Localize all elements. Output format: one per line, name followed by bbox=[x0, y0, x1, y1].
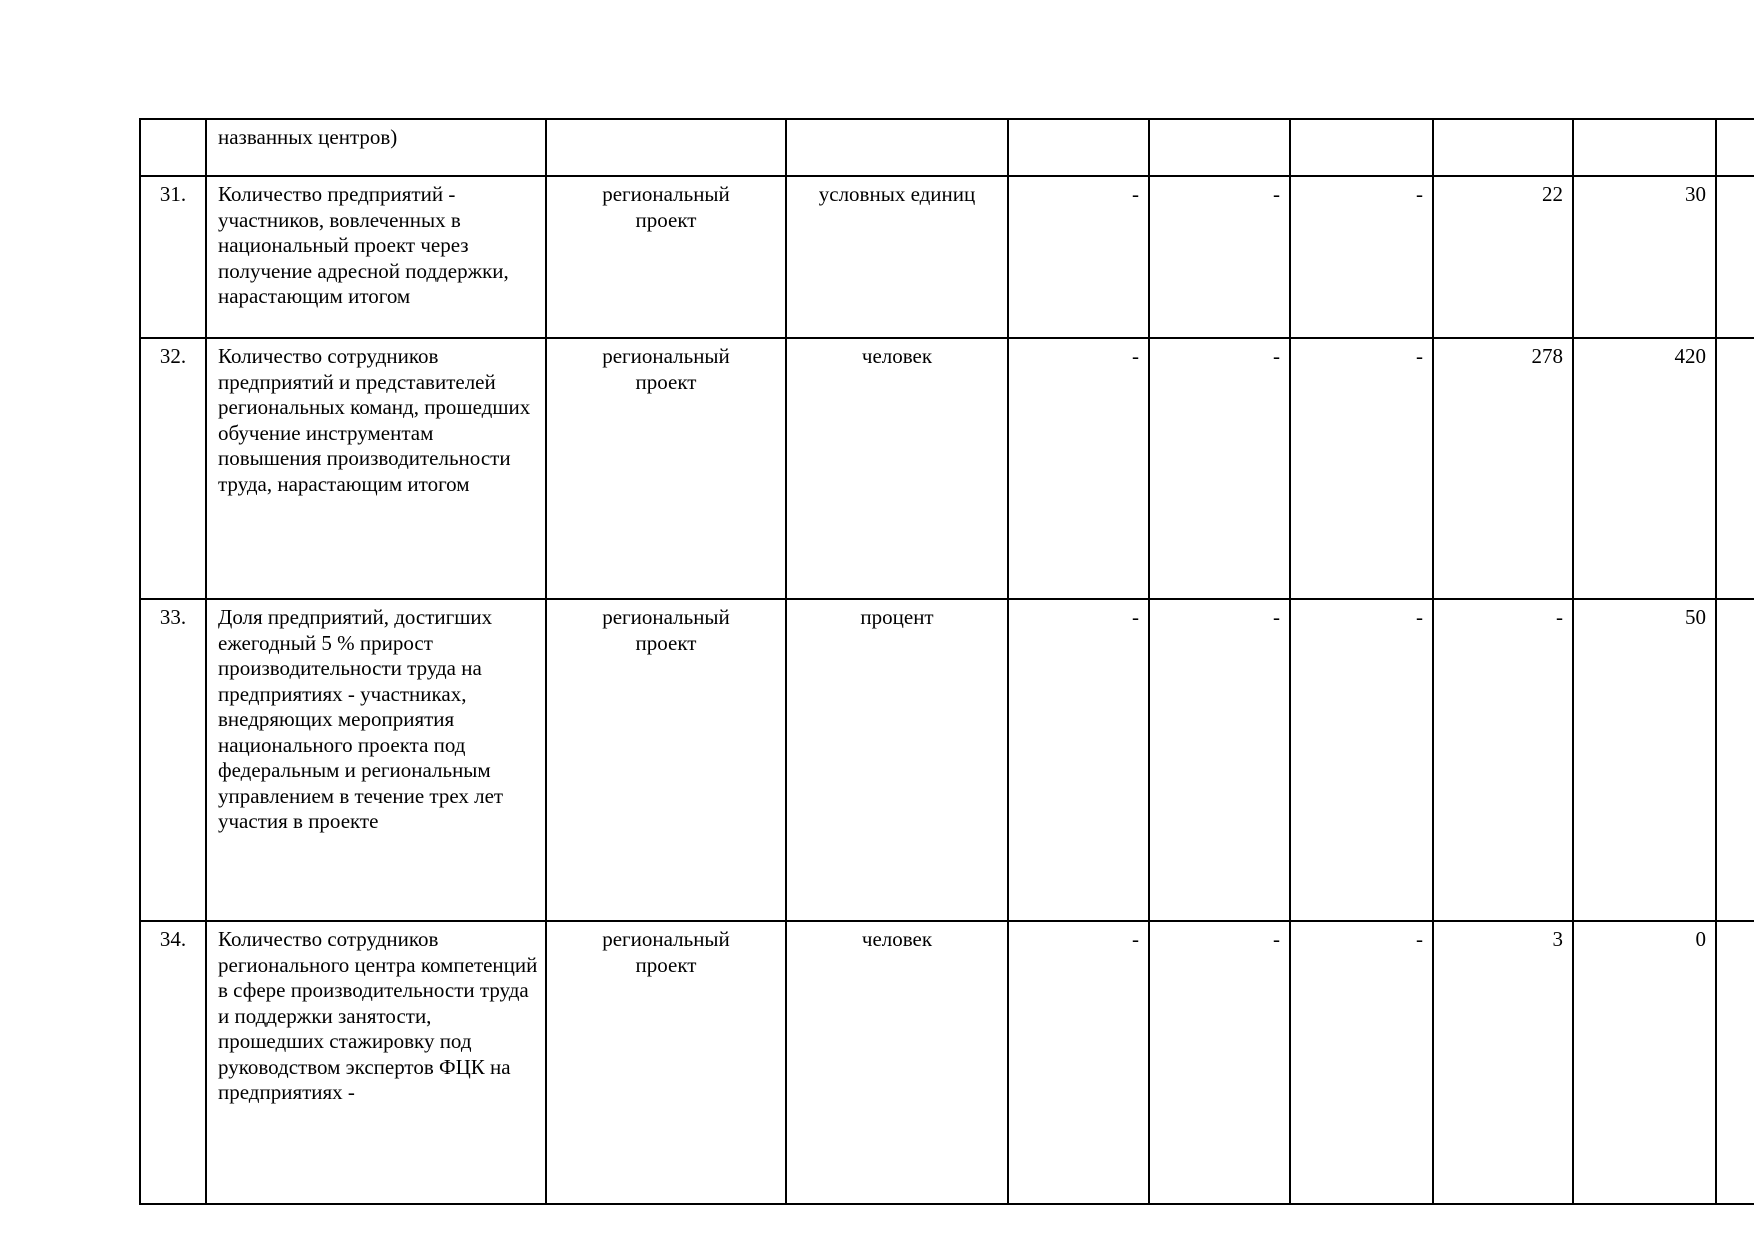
unit-cell: процент bbox=[786, 599, 1008, 921]
value-cell: 30 bbox=[1573, 176, 1716, 338]
table-row bbox=[140, 338, 1754, 599]
project-type-cell: региональный проект bbox=[546, 338, 786, 599]
value-cell: - bbox=[1290, 338, 1433, 599]
value-cell: - bbox=[1149, 338, 1290, 599]
value-cell: - bbox=[1433, 599, 1573, 921]
indicators-table bbox=[139, 118, 1754, 1205]
clipped-cell bbox=[1716, 338, 1754, 599]
project-type-cell: региональный проект bbox=[546, 599, 786, 921]
value-cell: - bbox=[1008, 338, 1149, 599]
value-cell: - bbox=[1290, 599, 1433, 921]
value-cell: 420 bbox=[1573, 338, 1716, 599]
clipped-cell bbox=[1716, 176, 1754, 338]
value-cell bbox=[1149, 119, 1290, 176]
indicator-name-cell: названных центров) bbox=[206, 119, 546, 176]
value-cell: 22 bbox=[1433, 176, 1573, 338]
value-cell: - bbox=[1008, 921, 1149, 1204]
project-type-cell: региональный проект bbox=[546, 921, 786, 1204]
clipped-cell bbox=[1716, 119, 1754, 176]
indicator-name-cell: Количество сотрудников регионального центра компетенций в сфере производительности труда и поддержки занятости, прошедших стажировку под руководством экспертов ФЦК на предприятиях - bbox=[206, 921, 546, 1204]
unit-cell: человек bbox=[786, 921, 1008, 1204]
value-cell: 50 bbox=[1573, 599, 1716, 921]
row-number-cell: 31. bbox=[140, 176, 206, 338]
value-cell bbox=[1433, 119, 1573, 176]
table-row-continuation bbox=[140, 119, 1754, 176]
value-cell bbox=[1290, 119, 1433, 176]
unit-cell bbox=[786, 119, 1008, 176]
indicator-name-cell: Количество предприятий - участников, вовлеченных в национальный проект через получение адресной поддержки, нарастающим итогом bbox=[206, 176, 546, 338]
table-row bbox=[140, 921, 1754, 1204]
row-number-cell: 32. bbox=[140, 338, 206, 599]
project-type-cell bbox=[546, 119, 786, 176]
value-cell: - bbox=[1149, 176, 1290, 338]
value-cell: - bbox=[1149, 921, 1290, 1204]
table-row bbox=[140, 176, 1754, 338]
row-number-cell: 34. bbox=[140, 921, 206, 1204]
value-cell: 278 bbox=[1433, 338, 1573, 599]
row-number-cell: 33. bbox=[140, 599, 206, 921]
value-cell bbox=[1573, 119, 1716, 176]
unit-cell: условных единиц bbox=[786, 176, 1008, 338]
row-number-cell bbox=[140, 119, 206, 176]
value-cell bbox=[1008, 119, 1149, 176]
value-cell: 0 bbox=[1573, 921, 1716, 1204]
value-cell: - bbox=[1008, 599, 1149, 921]
indicator-name-cell: Доля предприятий, достигших ежегодный 5 % прирост производительности труда на предприятиях - участниках, внедряющих мероприятия национального проекта под федеральным и региональным управлением в течение трех лет участия в проекте bbox=[206, 599, 546, 921]
value-cell: - bbox=[1149, 599, 1290, 921]
table-row bbox=[140, 599, 1754, 921]
indicator-name-cell: Количество сотрудников предприятий и представителей региональных команд, прошедших обучение инструментам повышения производительности труда, нарастающим итогом bbox=[206, 338, 546, 599]
project-type-cell: региональный проект bbox=[546, 176, 786, 338]
value-cell: - bbox=[1290, 176, 1433, 338]
unit-cell: человек bbox=[786, 338, 1008, 599]
value-cell: 3 bbox=[1433, 921, 1573, 1204]
clipped-cell bbox=[1716, 599, 1754, 921]
clipped-cell bbox=[1716, 921, 1754, 1204]
value-cell: - bbox=[1290, 921, 1433, 1204]
value-cell: - bbox=[1008, 176, 1149, 338]
